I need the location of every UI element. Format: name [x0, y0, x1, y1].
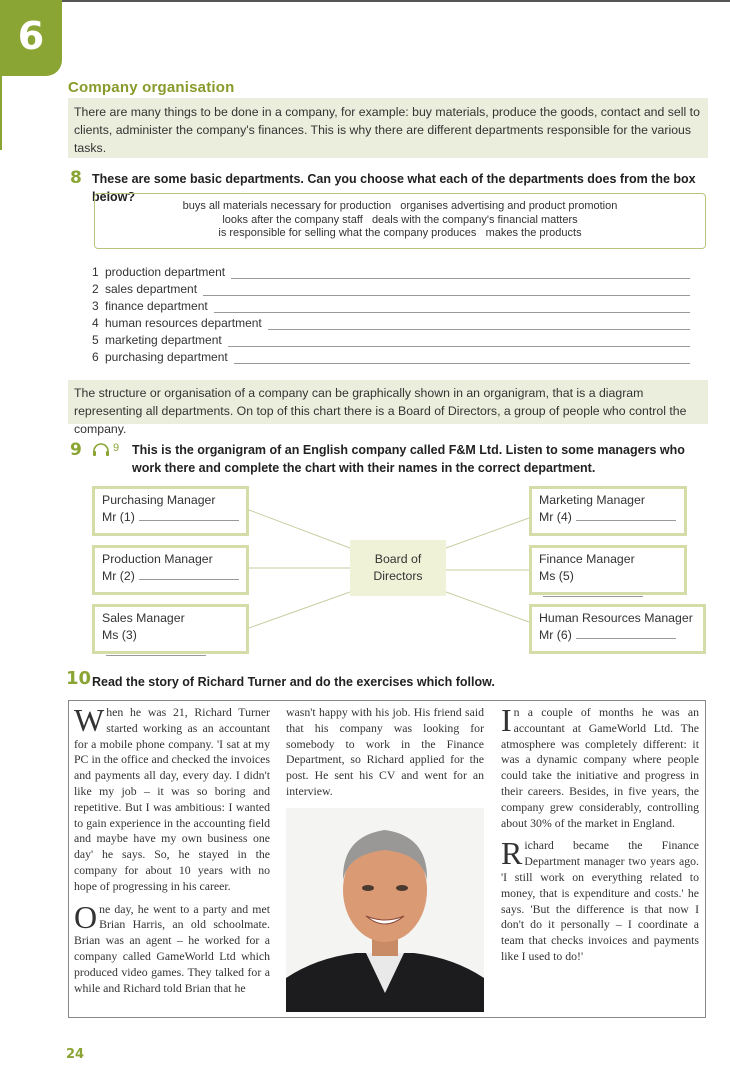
intro-text: There are many things to be done in a company, for example: buy materials, produce the goods, contact and sell to clients, administer the company's finances. This is why there are different departments responsible for the various tasks.	[68, 98, 708, 158]
org-box-title: Purchasing Manager	[102, 493, 216, 507]
story-paragraph	[74, 702, 270, 895]
drop-cap: W	[74, 702, 105, 738]
org-box-title: Production Manager	[102, 552, 213, 566]
department-label: sales department	[105, 282, 198, 296]
story-paragraph	[501, 835, 699, 964]
connector-hr	[446, 592, 529, 622]
exercise-8-instruction: These are some basic departments. Can you choose what each of the departments does from the box below?	[92, 172, 696, 204]
org-box-title: Marketing Manager	[539, 493, 645, 507]
story-column-1	[74, 702, 270, 996]
structure-text: The structure or organisation of a company can be graphically shown in an organigram, that is a diagram representing all departments. On top of this chart there is a Board of Directors, a group of people who control the company.	[68, 380, 708, 424]
department-label: marketing department	[105, 333, 222, 347]
board-label-line: Board of	[374, 552, 422, 566]
word-box-line: buys all materials necessary for production organises advertising and product promotion	[182, 200, 618, 212]
word-box-line: is responsible for selling what the company produces makes the products	[218, 227, 582, 239]
track-number: 9	[113, 442, 120, 454]
row-number: 2	[92, 282, 99, 296]
org-box-sales[interactable]	[92, 604, 249, 654]
org-box-title: Sales Manager	[102, 611, 185, 625]
department-label: purchasing department	[105, 350, 228, 364]
department-label: finance department	[105, 299, 208, 313]
org-box-title: Finance Manager	[539, 552, 635, 566]
paragraph-text: ne day, he went to a party and met Brian Harris, an old schoolmate. Brian was an agent – he worked for a company called GameWorld Ltd which produced video games. They talked for a while and Richard told Brian that he	[74, 901, 270, 995]
story-paragraph	[501, 702, 699, 831]
unit-number: 6	[17, 14, 45, 58]
exercise-9-instruction-text: This is the organigram of an English company called F&M Ltd. Listen to some managers who work there and complete the chart with their names in the correct department.	[132, 443, 685, 475]
org-box-name: Ms (3)	[102, 628, 137, 642]
exercise-10-instruction: Read the story of Richard Turner and do the exercises which follow.	[92, 675, 495, 689]
org-box-name: Mr (4)	[539, 510, 572, 524]
drop-cap: I	[501, 702, 512, 738]
row-number: 3	[92, 299, 99, 313]
board-label-line: Directors	[373, 569, 423, 583]
exercise-8-number: 8	[70, 168, 82, 188]
department-label: human resources department	[105, 316, 262, 330]
story-column-2	[286, 705, 484, 800]
org-box-title: Human Resources Manager	[539, 611, 693, 625]
org-box-name: Mr (1)	[102, 510, 135, 524]
section-title: Company organisation	[68, 79, 235, 96]
row-number: 6	[92, 350, 99, 364]
connector-purchasing	[249, 510, 350, 548]
answer-line[interactable]	[543, 585, 643, 597]
org-box-production[interactable]	[92, 545, 249, 595]
paragraph-text: hen he was 21, Richard Turner started working as an accountant for a mobile phone company. 'I sat at my PC in the office and checked the invoices and payments all day, every day. I didn't like my job – it was so boring and repetitive. But I was ambitious: I wanted to gain experience in the accounting field and maybe have my own business one day' he says. So, he stayed in the company for about 10 years with no hope of progressing in his career.	[74, 705, 270, 893]
answer-line[interactable]	[576, 509, 676, 521]
page-number: 24	[66, 1047, 85, 1062]
story-paragraph	[74, 898, 270, 997]
exercise-10-number: 10	[66, 668, 92, 689]
story-paragraph: wasn't happy with his job. His friend said that his company was looking for somebody to work in the Finance Department, so Richard applied for the post. He sent his CV and went for an interview.	[286, 705, 484, 798]
story-column-3	[501, 702, 699, 965]
org-box-marketing[interactable]	[529, 486, 687, 536]
answer-line[interactable]	[139, 568, 239, 580]
row-number: 4	[92, 316, 99, 330]
answer-line[interactable]	[576, 627, 676, 639]
connector-marketing	[446, 518, 529, 548]
paragraph-text: n a couple of months he was an accountant at GameWorld Ltd. The atmosphere was completely different: it was a dynamic company where people could take the initiative and progress in their careers. Besides, in five years, the company grew considerably, controlling about 30% of the market in England.	[501, 705, 699, 830]
portrait-photo	[286, 808, 484, 1012]
word-box-line: looks after the company staff deals with the company's financial matters	[222, 213, 578, 226]
exercise-9-number: 9	[70, 440, 82, 460]
answer-line[interactable]	[139, 509, 239, 521]
drop-cap: R	[501, 835, 523, 872]
row-number: 5	[92, 333, 99, 347]
answer-line[interactable]	[106, 644, 206, 656]
org-box-purchasing[interactable]	[92, 486, 249, 536]
drop-cap: O	[74, 898, 98, 935]
board-of-directors	[350, 540, 446, 596]
org-box-name: Mr (2)	[102, 569, 135, 583]
org-box-name: Mr (6)	[539, 628, 572, 642]
department-label: production department	[105, 265, 226, 279]
portrait-illustration	[286, 808, 484, 1012]
row-number: 1	[92, 265, 99, 279]
org-box-finance[interactable]	[529, 545, 687, 595]
paragraph-text: ichard became the Finance Department manager two years ago. 'I still work on everything related to money, that is expenditure and costs.' he says. 'But the difference is that now I don't do it personally – I coordinate a team that checks invoices and payments like I used to do!'	[501, 838, 699, 963]
org-box-human-resources[interactable]	[529, 604, 706, 654]
connector-sales	[249, 592, 350, 628]
org-box-name: Ms (5)	[539, 569, 574, 583]
